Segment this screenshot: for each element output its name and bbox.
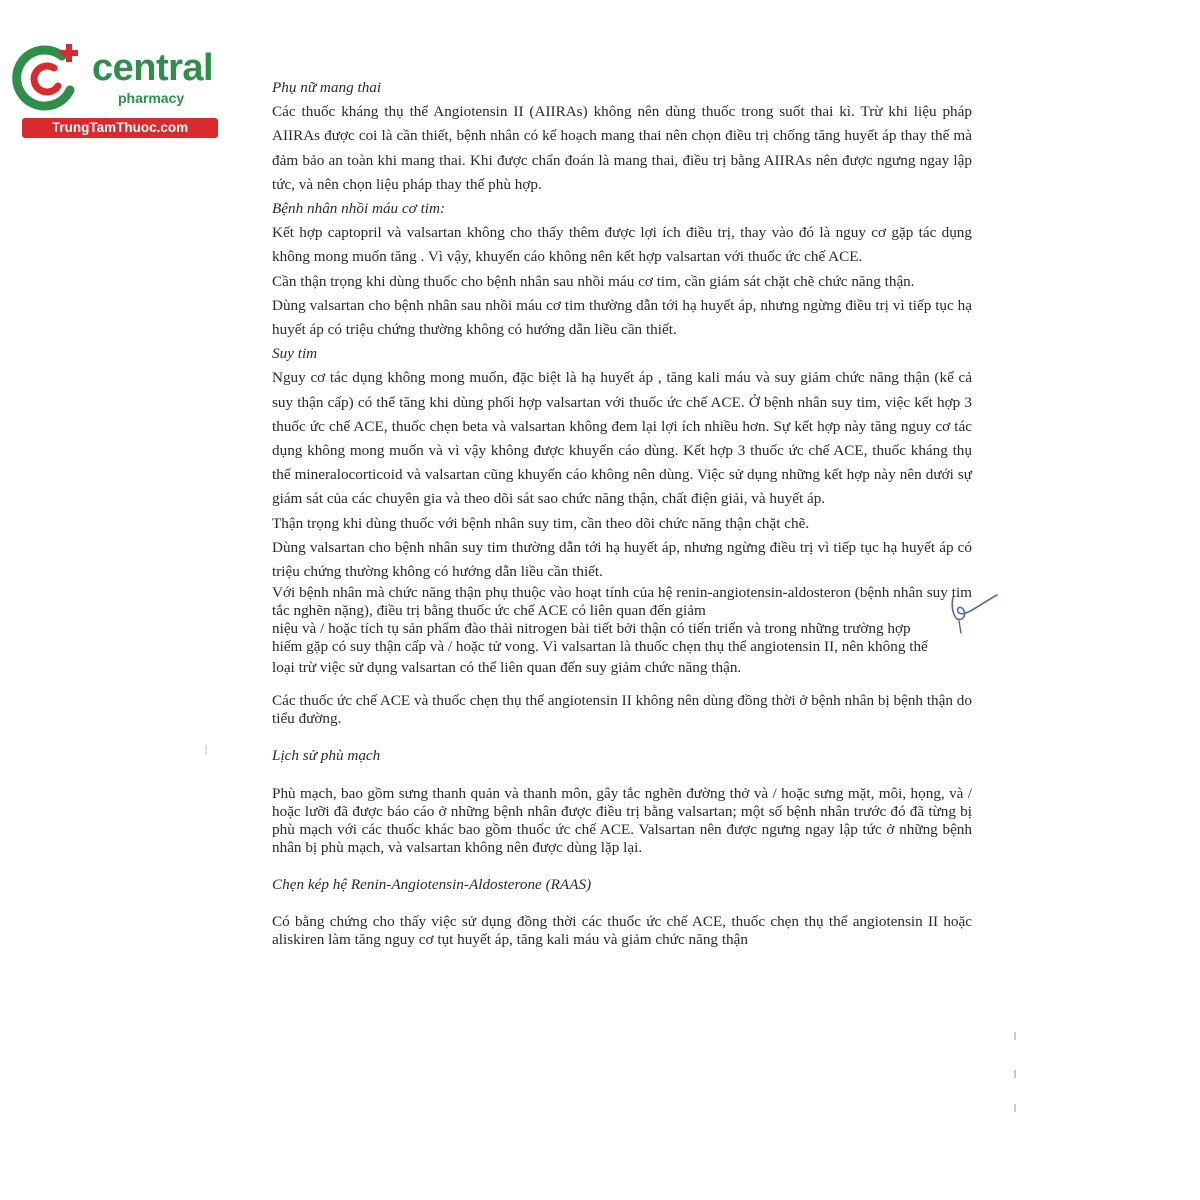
paragraph: Các thuốc kháng thụ thể Angiotensin II (AIIRAs) không nên dùng thuốc trong suốt thai kì. Trừ khi liệu pháp AIIRAs được coi là cần thiết, bệnh nhân có kế hoạch mang thai nên chọn điều trị chống tăng huyết áp thay thế mà đảm bảo an toàn khi mang thai. Khi được chẩn đoán là mang thai, điều trị bằng AIIRAs nên được ngưng ngay lập tức, và nên chọn liệu pháp thay thế phù hợp.	[272, 103, 972, 193]
scan-edge-mark	[1014, 1032, 1016, 1040]
section-title-myocardial-infarction: Bệnh nhân nhồi máu cơ tim:	[272, 200, 446, 218]
paragraph: Dùng valsartan cho bệnh nhân sau nhồi máu cơ tim thường dẫn tới hạ huyết áp, nhưng ngừng điều trị vì tiếp tục hạ huyết áp có triệu chứng thường không có hướng dẫn liều cần thiết.	[272, 296, 972, 339]
scan-edge-mark	[1014, 1104, 1016, 1112]
paragraph: Nguy cơ tác dụng không mong muốn, đặc biệt là hạ huyết áp , tăng kali máu và suy giảm chức năng thận (kể cả suy thận cấp) có thể tăng khi dùng phối hợp valsartan với thuốc ức chế ACE. Ở bệnh nhân suy tim, việc kết hợp 3 thuốc ức chế ACE, thuốc chẹn beta và valsartan không đem lại lợi ích nhiều hơn. Sự kết hợp này tăng nguy cơ tác dụng không mong muốn và vì vậy không được khuyến cáo dùng. Kết hợp 3 thuốc ức chế ACE, thuốc kháng thụ thể mineralocorticoid và valsartan cũng khuyến cáo không nên dùng. Việc sử dụng những kết hợp này nên dưới sự giám sát của các chuyên gia và theo dõi sát sao chức năng thận, chất điện giải, và huyết áp.	[272, 369, 972, 508]
brand-name: central	[92, 47, 214, 89]
paragraph: Kết hợp captopril và valsartan không cho thấy thêm được lợi ích điều trị, thay vào đó là nguy cơ gặp tác dụng không mong muốn tăng . Vì vậy, khuyến cáo không nên kết hợp valsartan với thuốc ức chế ACE.	[272, 224, 972, 266]
brand-subtitle: pharmacy	[118, 90, 185, 106]
document-page	[272, 76, 972, 949]
paragraph: Các thuốc ức chế ACE và thuốc chẹn thụ thể angiotensin II không nên dùng đồng thời ở bệnh nhân bị bệnh thận do tiểu đường.	[272, 692, 972, 728]
paragraph: Thận trọng khi dùng thuốc với bệnh nhân suy tim, cần theo dõi chức năng thận chặt chẽ.	[272, 514, 810, 532]
paragraph: niệu và / hoặc tích tụ sản phẩm đào thải nitrogen bài tiết bởi thận có tiến triển và trong những trường hợp	[272, 620, 911, 638]
scan-speck	[205, 745, 207, 755]
paragraph: Dùng valsartan cho bệnh nhân suy tim thường dẫn tới hạ huyết áp, nhưng ngừng điều trị vì tiếp tục hạ huyết áp có triệu chứng thường không có hướng dẫn liều cần thiết.	[272, 538, 972, 581]
brand-site-url[interactable]: TrungTamThuoc.com	[22, 118, 218, 138]
brand-logo[interactable]	[10, 38, 215, 138]
section-title-raas-blockade: Chẹn kép hệ Renin-Angiotensin-Aldosterone (RAAS)	[272, 875, 592, 893]
section-title-pregnancy: Phụ nữ mang thai	[272, 79, 382, 96]
paragraph: hiếm gặp có suy thận cấp và / hoặc tử vong. Vì valsartan là thuốc chẹn thụ thể angiotensin II, nên không thể	[272, 638, 928, 656]
section-title-angioedema-history: Lịch sử phù mạch	[272, 747, 381, 765]
paragraph: Phù mạch, bao gồm sưng thanh quản và thanh môn, gây tắc nghẽn đường thở và / hoặc sưng mặt, môi, họng, và / hoặc lưỡi đã được báo cáo ở những bệnh nhân được điều trị bằng valsartan; một số bệnh nhân trước đó đã từng bị phù mạch với các thuốc khác bao gồm thuốc ức chế ACE. Valsartan nên được ngưng ngay lập tức ở những bệnh nhân bị phù mạch, và valsartan không nên được dùng lặp lại.	[272, 784, 972, 856]
section-title-heart-failure: Suy tim	[272, 345, 318, 363]
paragraph: Có bằng chứng cho thấy việc sử dụng đồng thời các thuốc ức chế ACE, thuốc chẹn thụ thể angiotensin II hoặc aliskiren làm tăng nguy cơ tụt huyết áp, tăng kali máu và giảm chức năng thận	[272, 912, 972, 948]
paragraph: Với bệnh nhân mà chức năng thận phụ thuộc vào hoạt tính của hệ renin-angiotensin-aldosteron (bệnh nhân suy tim tắc nghẽn nặng), điều trị bằng thuốc ức chế ACE có liên quan đến giảm	[272, 584, 972, 620]
central-logo-icon	[10, 38, 90, 118]
paragraph: Cần thận trọng khi dùng thuốc cho bệnh nhân sau nhồi máu cơ tim, cần giám sát chặt chẽ chức năng thận.	[272, 272, 915, 290]
paragraph: loại trừ việc sử dụng valsartan có thể liên quan đến suy giảm chức năng thận.	[272, 659, 742, 677]
signature-mark-icon	[945, 585, 1005, 635]
scan-edge-mark	[1014, 1070, 1016, 1078]
